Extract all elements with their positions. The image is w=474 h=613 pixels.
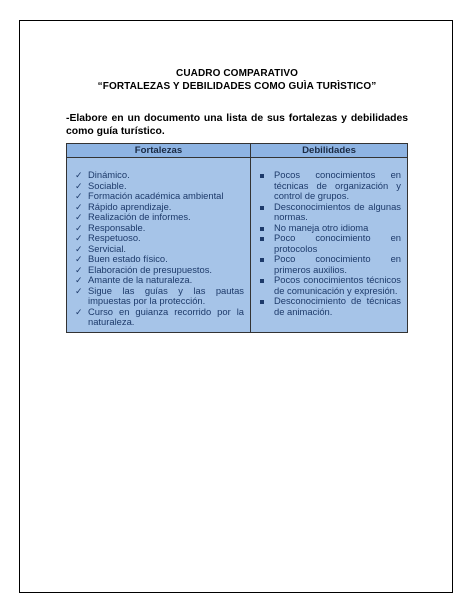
strength-item-text: Curso en guianza recorrido por la naturaleza. — [88, 305, 244, 327]
checkmark-icon: ✓ — [75, 201, 83, 212]
strength-item-text: Formación académica ambiental — [88, 190, 224, 201]
strength-item — [73, 307, 244, 328]
checkmark-icon: ✓ — [75, 191, 83, 201]
checkmark-icon: ✓ — [75, 275, 83, 285]
weakness-item — [257, 275, 401, 296]
weakness-item — [257, 202, 401, 223]
square-bullet-icon — [260, 279, 264, 283]
weakness-item — [257, 254, 401, 275]
square-bullet-icon — [260, 300, 264, 304]
document-title — [0, 67, 474, 93]
strength-item — [73, 286, 244, 307]
checkmark-icon: ✓ — [75, 285, 83, 296]
checkmark-icon: ✓ — [75, 212, 83, 222]
strengths-list — [73, 170, 244, 328]
weakness-item-text: Poco conocimiento en primeros auxilios. — [274, 253, 401, 275]
title-line-2: “FORTALEZAS Y DEBILIDADES COMO GUÌA TURÌSTICO” — [97, 81, 377, 92]
title-line-1: CUADRO COMPARATIVO — [176, 68, 298, 79]
header-weaknesses: Debilidades — [251, 144, 408, 158]
strength-item-text: Amante de la naturaleza. — [88, 274, 193, 285]
strength-item-text: Rápido aprendizaje. — [88, 200, 172, 212]
weakness-item — [257, 170, 401, 202]
strength-item-text: Elaboración de presupuestos. — [88, 263, 213, 275]
strength-item-text: Realización de informes. — [88, 211, 191, 222]
checkmark-icon: ✓ — [75, 170, 83, 180]
square-bullet-icon — [260, 258, 264, 262]
checkmark-icon: ✓ — [75, 222, 83, 233]
table-header-row — [67, 144, 408, 158]
strength-item-text: Sigue las guías y las pautas impuestas por la protección. — [88, 284, 244, 306]
weakness-item-text: Desconocimiento de técnicas de animación. — [274, 295, 401, 317]
weakness-item-text: Desconocimientos de algunas normas. — [274, 200, 401, 222]
header-strengths: Fortalezas — [67, 144, 251, 158]
strength-item-text: Responsable. — [88, 221, 146, 233]
checkmark-icon: ✓ — [75, 264, 83, 275]
square-bullet-icon — [260, 237, 264, 241]
square-bullet-icon — [260, 227, 264, 231]
weakness-item-text: Pocos conocimientos técnicos de comunicación y expresión. — [274, 274, 401, 296]
strength-item-text: Servicial. — [88, 242, 127, 254]
weakness-item-text: Poco conocimiento en protocolos — [274, 232, 401, 254]
checkmark-icon: ✓ — [75, 306, 83, 317]
weakness-item-text: Pocos conocimientos en técnicas de organización y control de grupos. — [274, 169, 401, 201]
comparison-table — [66, 143, 408, 333]
checkmark-icon: ✓ — [75, 233, 83, 243]
checkmark-icon: ✓ — [75, 180, 83, 191]
strength-item-text: Buen estado físico. — [88, 253, 168, 264]
weaknesses-list — [257, 170, 401, 317]
table-body-row — [67, 158, 408, 333]
weakness-item — [257, 233, 401, 254]
strength-item-text: Respetuoso. — [88, 232, 141, 243]
checkmark-icon: ✓ — [75, 243, 83, 254]
checkmark-icon: ✓ — [75, 254, 83, 264]
weakness-item-text: No maneja otro idioma — [274, 221, 369, 233]
square-bullet-icon — [260, 206, 264, 210]
square-bullet-icon — [260, 174, 264, 178]
strengths-cell — [67, 158, 251, 333]
weakness-item — [257, 296, 401, 317]
strength-item-text: Sociable. — [88, 179, 127, 191]
strength-item-text: Dinámico. — [88, 169, 130, 180]
weaknesses-cell — [251, 158, 408, 333]
intro-paragraph: -Elabore en un documento una lista de sus fortalezas y debilidades como guía turístico. — [66, 113, 408, 137]
